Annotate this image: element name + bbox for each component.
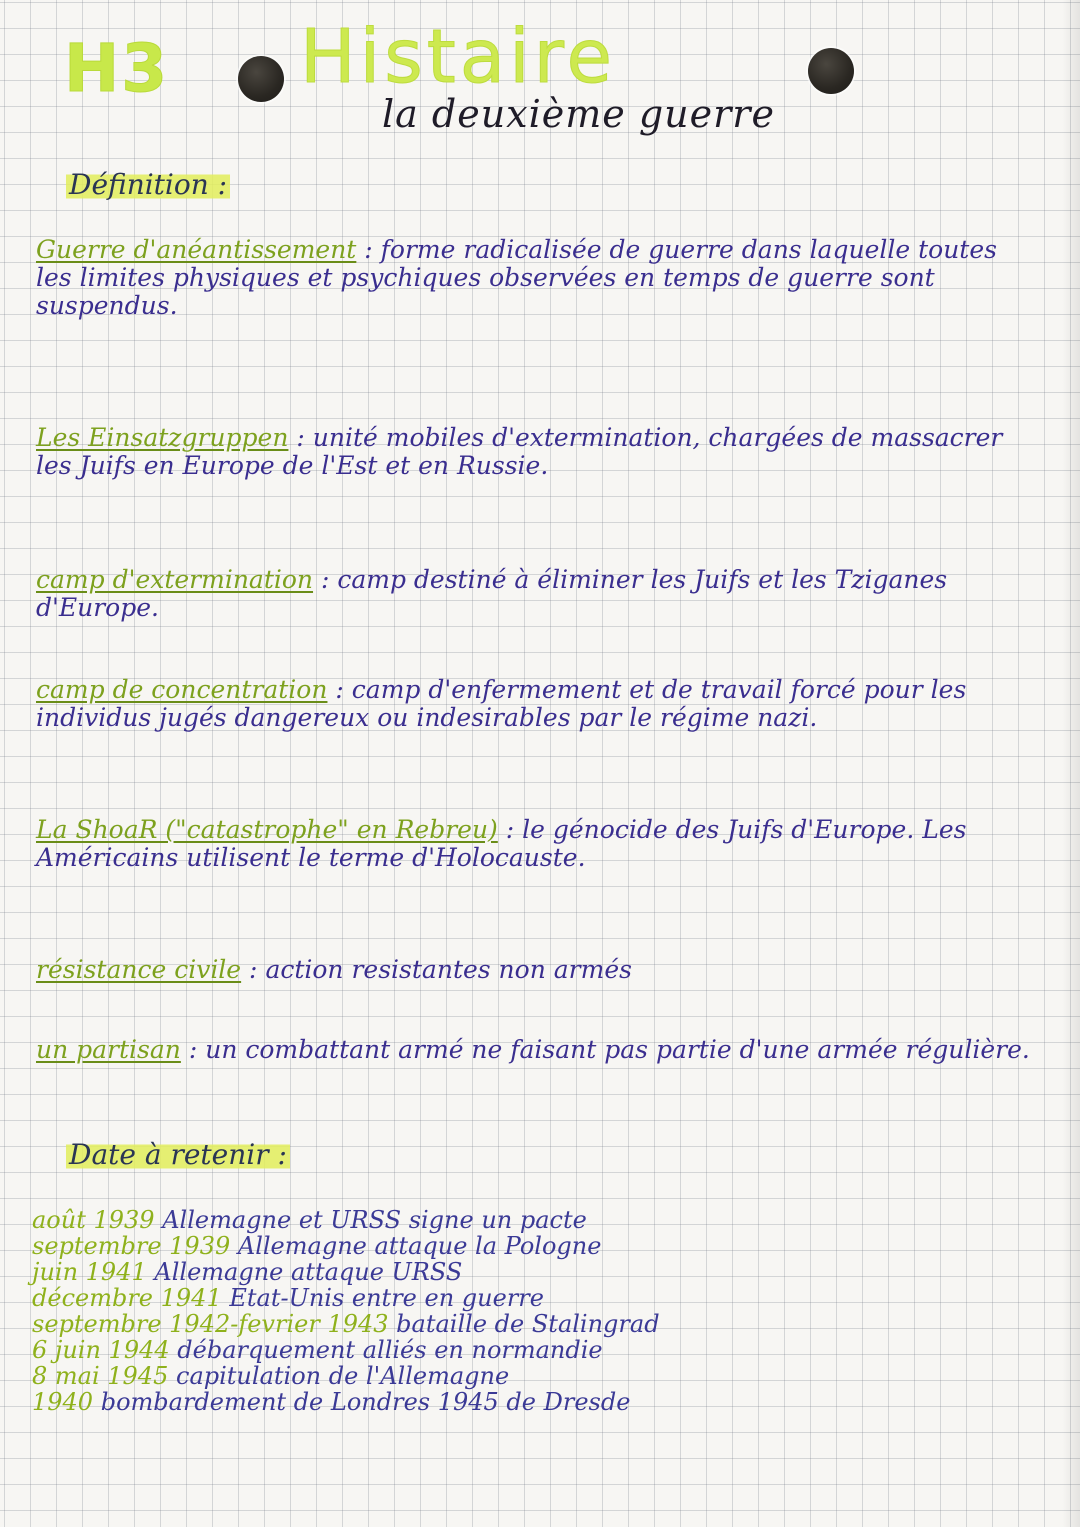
date-item [32,1285,1042,1311]
date-item [32,1389,1042,1415]
date-event: Allemagne attaque URSS [154,1258,463,1286]
definition-entry: camp d'extermination : camp destiné à éliminer les Juifs et les Tziganes d'Europe. [36,565,948,622]
definition-text: le génocide des Juifs d'Europe. Les Américains utilisent le terme d'Holocauste. [36,815,967,872]
definition-entry: camp de concentration : camp d'enfermement et de travail forcé pour les individus jugés dangereux ou indesirables par le régime nazi. [36,675,967,732]
date-event: bombardement de Londres 1945 de Dresde [100,1388,631,1416]
definition-entry: Guerre d'anéantissement : forme radicalisée de guerre dans laquelle toutes les limites physiques et psychiques observées en temps de guerre sont suspendus. [36,235,997,320]
definition-entry: Les Einsatzgruppen : unité mobiles d'extermination, chargées de massacrer les Juifs en Europe de l'Est et en Russie. [36,423,1003,480]
date-label: décembre 1941 [32,1284,222,1312]
date-label: 6 juin 1944 [32,1336,170,1364]
definition-text: camp destiné à éliminer les Juifs et les Tziganes d'Europe. [36,565,948,622]
date-item [32,1337,1042,1363]
subject-title: Histaire [300,14,617,100]
definition-term: camp de concentration [36,675,328,704]
date-label: septembre 1939 [32,1232,231,1260]
punch-hole-right [808,48,854,94]
definition-term: un partisan [36,1035,181,1064]
date-item [32,1363,1042,1389]
definition-text: action resistantes non armés [265,955,632,984]
date-event: bataille de Stalingrad [396,1310,660,1338]
page-subtitle: la deuxième guerre [382,92,775,136]
date-label: 1940 [32,1388,94,1416]
definition-entry: La ShoaR ("catastrophe" en Rebreu) : le génocide des Juifs d'Europe. Les Américains utilisent le terme d'Holocauste. [36,815,967,872]
date-item [32,1233,1042,1259]
date-label: juin 1941 [32,1258,147,1286]
date-event: Allemagne attaque la Pologne [237,1232,602,1260]
definition-entry: résistance civile : action resistantes non armés [36,955,632,984]
date-event: Etat-Unis entre en guerre [229,1284,544,1312]
punch-hole-left [238,56,284,102]
date-label: août 1939 [32,1206,155,1234]
level-title: H3 [64,30,170,107]
page-edge [1062,0,1080,1527]
date-event: capitulation de l'Allemagne [176,1362,510,1390]
definition-term: Guerre d'anéantissement [36,235,357,264]
definition-text: unité mobiles d'extermination, chargées de massacrer les Juifs en Europe de l'Est et en Russie. [36,423,1003,480]
definitions-heading: Définition : [66,168,230,201]
definition-term: La ShoaR ("catastrophe" en Rebreu) [36,815,498,844]
dates-heading: Date à retenir : [66,1138,290,1171]
date-item [32,1259,1042,1285]
definition-entry: un partisan : un combattant armé ne faisant pas partie d'une armée régulière. [36,1035,1030,1064]
date-item [32,1311,1042,1337]
definition-text: forme radicalisée de guerre dans laquelle toutes les limites physiques et psychiques observées en temps de guerre sont suspendus. [36,235,997,320]
date-event: Allemagne et URSS signe un pacte [162,1206,587,1234]
date-event: débarquement alliés en normandie [177,1336,603,1364]
definition-term: résistance civile [36,955,242,984]
definition-term: Les Einsatzgruppen [36,423,289,452]
definition-text: un combattant armé ne faisant pas partie d'une armée régulière. [205,1035,1030,1064]
date-item [32,1207,1042,1233]
date-label: 8 mai 1945 [32,1362,169,1390]
date-label: septembre 1942-fevrier 1943 [32,1310,389,1338]
definition-term: camp d'extermination [36,565,314,594]
definition-text: camp d'enfermement et de travail forcé pour les individus jugés dangereux ou indesirables par le régime nazi. [36,675,967,732]
dates-list [32,1207,1042,1415]
